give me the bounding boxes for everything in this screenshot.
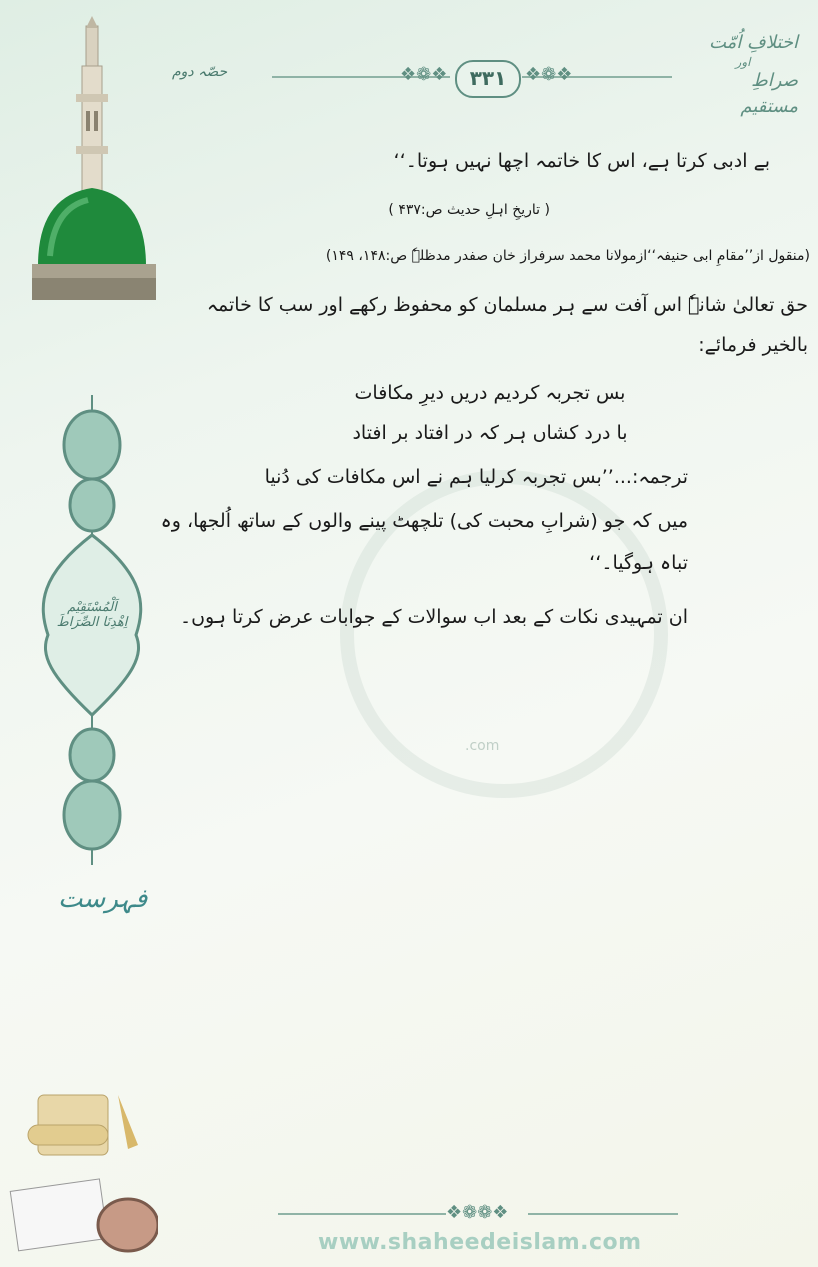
ornament-icon: ❖❁❖ [525, 64, 573, 85]
book-title-line: اختلافِ اُمّت [709, 32, 798, 53]
body-line: حق تعالیٰ شانہٗ اس آفت سے ہر مسلمان کو محفوظ رکھے اور سب کا خاتمہ [206, 294, 808, 316]
book-title-line: اور [735, 55, 751, 69]
part-label: حصّہ دوم [172, 64, 228, 80]
mosque-minaret-icon [28, 16, 158, 306]
emblem-text-line: اَلْمُسْتَقِیْم [67, 600, 117, 615]
index-link[interactable]: فہرست [58, 884, 148, 914]
book-title [688, 30, 798, 120]
footer-url[interactable]: www.shaheedeislam.com [318, 1230, 642, 1255]
translation-line: ترجمہ:...’’بس تجربہ کرلیا ہم نے اس مکافات کی دُنیا [264, 466, 688, 488]
emblem-text [30, 600, 154, 630]
ornament-icon: ❖❁❁❖ [446, 1202, 509, 1223]
page-number: ۳۳۱ [455, 60, 521, 98]
emblem-ornament [30, 395, 154, 865]
book-title-line: صراطِ مستقیم [740, 70, 798, 117]
translation-line: ان تمہیدی نکات کے بعد اب سوالات کے جوابات عرض کرتا ہوں۔ [179, 606, 688, 628]
translation-line: تباہ ہوگیا۔‘‘ [589, 552, 688, 574]
translation-line: میں کہ جو (شرابِ محبت کی) تلچھٹ پینے والوں کے ساتھ اُلجھا، وہ [160, 510, 688, 532]
reference-line: ( تاریخِ اہلِ حدیث ص:۴۳۷ ) [388, 202, 550, 218]
ornament-icon: ❖❁❖ [400, 64, 448, 85]
footer-rule-left [278, 1213, 446, 1215]
body-line: بے ادبی کرتا ہے، اس کا خاتمہ اچھا نہیں ہوتا۔‘‘ [393, 150, 770, 172]
reference-line: (منقول از’’مقامِ ابی حنیفہ‘‘ازمولانا محمد سرفراز خان صفدر مدظلہٗ ص:۱۴۸، ۱۴۹) [325, 248, 810, 264]
poem-line: با درد کشاں ہر کہ در افتاد بر افتاد [352, 422, 628, 444]
poem-line: بس تجربہ کردیم دریں دیرِ مکافات [354, 382, 626, 404]
body-line: بالخیر فرمائے: [698, 334, 808, 356]
watermark-suffix: .com [465, 738, 500, 754]
emblem-text-line: اِھْدِنَا الصِّرَاطَ [56, 615, 128, 630]
scrolls-quill-icon [8, 1085, 158, 1255]
footer-rule-right [528, 1213, 678, 1215]
